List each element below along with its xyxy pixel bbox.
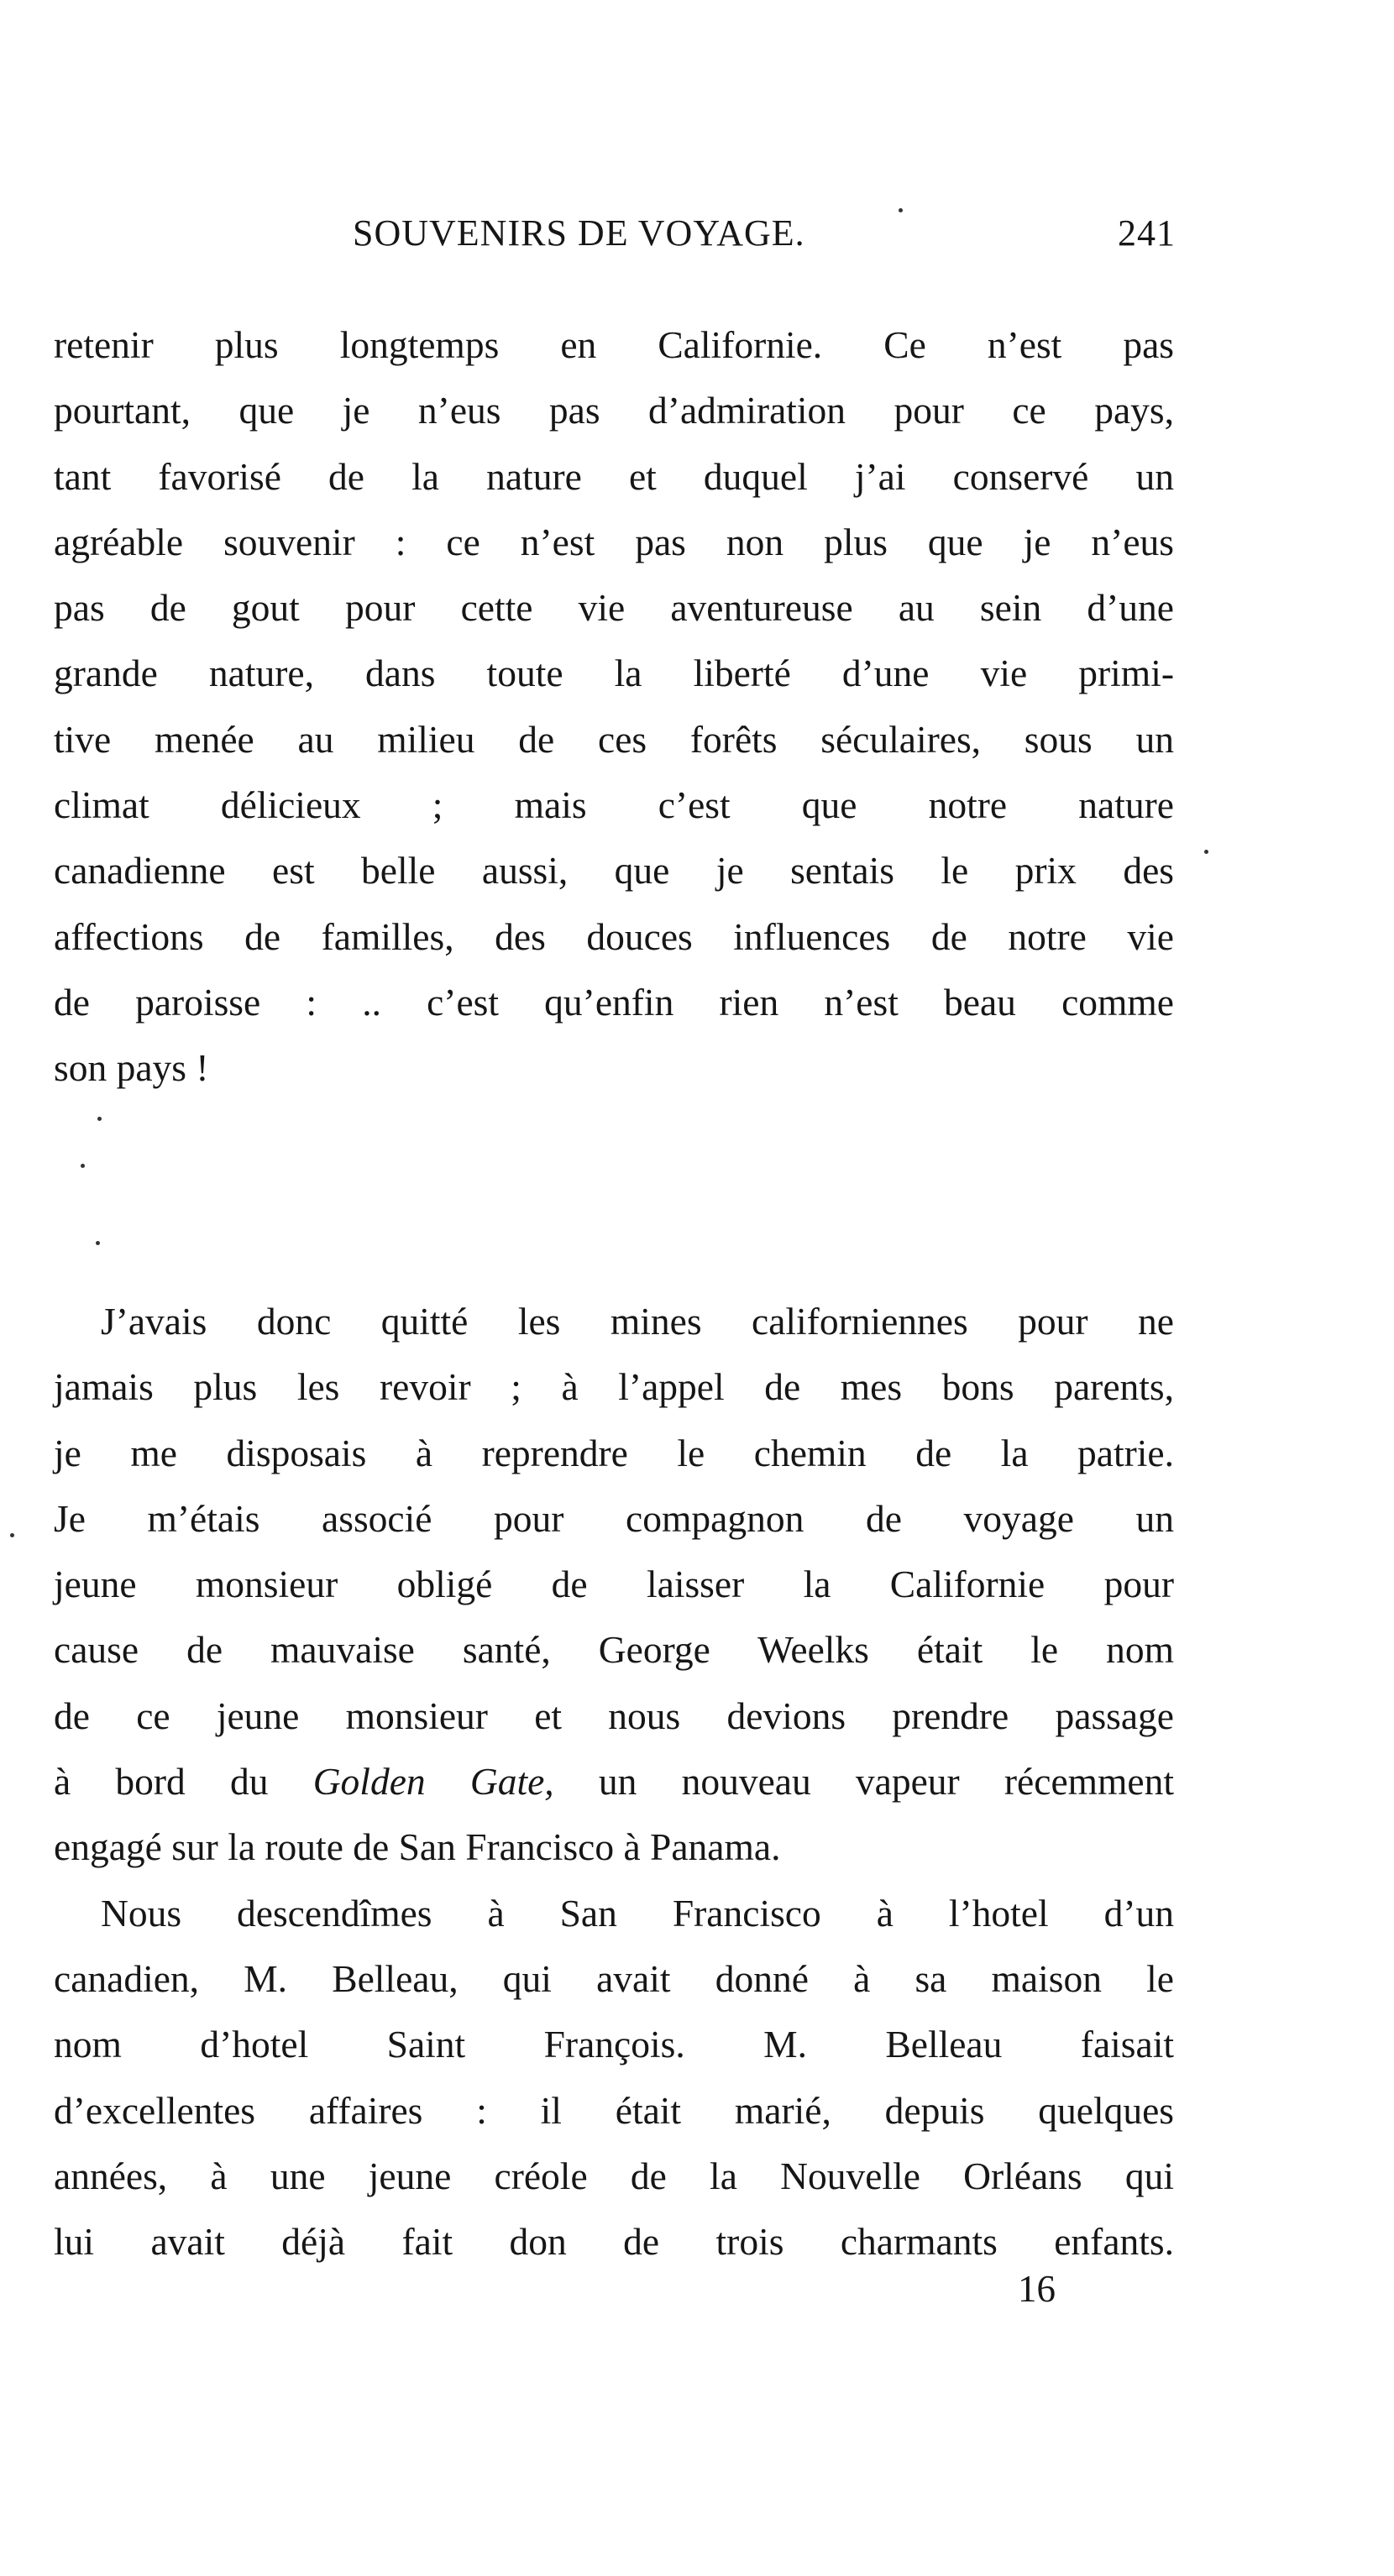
text-line: pas de gout pour cette vie aventureuse au sein d’une	[54, 586, 1174, 630]
ship-name: Golden Gate,	[312, 1760, 554, 1804]
text-line: je me disposais à reprendre le chemin de la patrie.	[54, 1431, 1174, 1474]
print-speck	[81, 1164, 85, 1168]
text-line: Je m’étais associé pour compagnon de voyage un	[54, 1496, 1174, 1540]
print-speck	[899, 208, 903, 212]
text-line: lui avait déjà fait don de trois charmants enfants.	[54, 2220, 1174, 2264]
text-line-with-ship-name	[54, 1749, 1174, 1814]
text-line: canadien, M. Belleau, qui avait donné à sa maison le	[54, 1956, 1174, 2000]
text-line: grande nature, dans toute la liberté d’une vie primi-	[54, 652, 1174, 695]
text-line: canadienne est belle aussi, que je sentais le prix des	[54, 849, 1174, 893]
signature-mark: 16	[1018, 2268, 1056, 2310]
text-line: cause de mauvaise santé, George Weelks était le nom	[54, 1628, 1174, 1672]
text-line: jeune monsieur obligé de laisser la Californie pour	[54, 1563, 1174, 1606]
text-line: Nous descendîmes à San Francisco à l’hotel d’un	[101, 1891, 1174, 1935]
page-number: 241	[1118, 212, 1176, 254]
text-line: années, à une jeune créole de la Nouvelle Orléans qui	[54, 2154, 1174, 2197]
text-line: tive menée au milieu de ces forêts séculaires, sous un	[54, 717, 1174, 761]
text-line: agréable souvenir : ce n’est pas non plus que je n’eus	[54, 520, 1174, 563]
print-speck	[96, 1241, 100, 1245]
text-line: d’excellentes affaires : il était marié, depuis quelques	[54, 2088, 1174, 2132]
running-title: SOUVENIRS DE VOYAGE.	[353, 212, 805, 254]
text-line: de paroisse : .. c’est qu’enfin rien n’est beau comme	[54, 980, 1174, 1024]
print-speck	[97, 1117, 102, 1121]
text-line: affections de familles, des douces influences de notre vie	[54, 914, 1174, 958]
text-line: son pays !	[54, 1046, 209, 1090]
text-line: engagé sur la route de San Francisco à Panama.	[54, 1825, 781, 1869]
text-segment: à bord du	[54, 1760, 269, 1804]
paragraph-1	[54, 312, 1174, 1102]
text-segment: un nouveau vapeur récemment	[598, 1760, 1175, 1804]
text-line: J’avais donc quitté les mines californiennes pour ne	[101, 1300, 1174, 1343]
text-line: tant favorisé de la nature et duquel j’ai conservé un	[54, 454, 1174, 498]
text-line: de ce jeune monsieur et nous devions prendre passage	[54, 1694, 1174, 1737]
running-header	[353, 212, 1176, 262]
text-line: retenir plus longtemps en Californie. Ce n’est pas	[54, 323, 1174, 366]
paragraph-2	[54, 1289, 1174, 2275]
print-speck	[10, 1533, 14, 1537]
text-line: climat délicieux ; mais c’est que notre nature	[54, 783, 1174, 827]
print-speck	[1204, 850, 1208, 854]
text-line: jamais plus les revoir ; à l’appel de mes bons parents,	[54, 1365, 1174, 1409]
text-line: nom d’hotel Saint François. M. Belleau faisait	[54, 2023, 1174, 2066]
text-line: pourtant, que je n’eus pas d’admiration pour ce pays,	[54, 389, 1174, 432]
